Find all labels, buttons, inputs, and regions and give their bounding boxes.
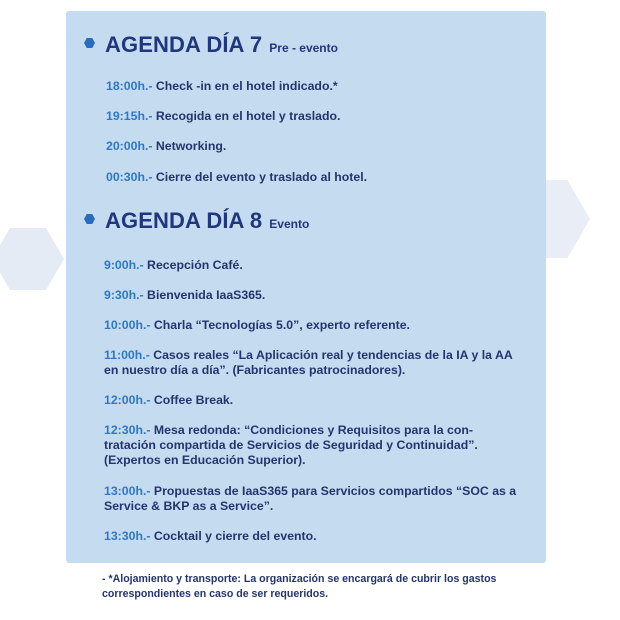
item-text: Mesa redonda: “Condiciones y Requisitos para la con- (150, 423, 474, 437)
agenda-item (104, 288, 265, 303)
item-time: 13:30h.- (104, 529, 151, 543)
hexagon-bullet-icon (84, 38, 95, 48)
item-text: Casos reales “La Aplicación real y tendencias de la IA y la AA (149, 348, 513, 362)
item-time: 11:00h.- (104, 348, 150, 362)
item-time: 13:00h.- (104, 484, 151, 498)
item-text: Cierre del evento y traslado al hotel. (152, 170, 368, 184)
footnote (102, 572, 496, 602)
day7-title: AGENDA DÍA 7 (105, 32, 263, 57)
agenda-item (104, 423, 478, 468)
item-time: 00:30h.- (106, 170, 153, 184)
item-time: 9:00h.- (104, 258, 144, 272)
day8-heading (84, 208, 309, 234)
item-time: 20:00h.- (106, 139, 153, 153)
item-text: Service & BKP as a Service”. (104, 499, 274, 513)
day8-title: AGENDA DÍA 8 (105, 208, 263, 233)
item-time: 19:15h.- (106, 109, 153, 123)
item-time: 10:00h.- (104, 318, 151, 332)
agenda-item (106, 170, 367, 185)
item-text: Recogida en el hotel y traslado. (152, 109, 341, 123)
item-time: 9:30h.- (104, 288, 144, 302)
footnote-line: correspondientes en caso de ser requeridos. (102, 588, 329, 600)
agenda-item (106, 109, 340, 124)
item-time: 18:00h.- (106, 79, 153, 93)
agenda-item (104, 258, 243, 273)
item-text: Recepción Café. (143, 258, 243, 272)
decorative-hexagon (0, 228, 64, 290)
agenda-item (104, 529, 317, 544)
item-text: tratación compartida de Servicios de Seguridad y Continuidad”. (104, 438, 478, 452)
item-text: (Expertos en Educación Superior). (104, 453, 306, 467)
item-text: Coffee Break. (150, 393, 234, 407)
agenda-item (104, 318, 410, 333)
item-text: Propuestas de IaaS365 para Servicios compartidos “SOC as a (150, 484, 517, 498)
item-text: Check -in en el hotel indicado.* (152, 79, 338, 93)
agenda-item (106, 79, 338, 94)
item-text: Bienvenida IaaS365. (143, 288, 266, 302)
footnote-line: - *Alojamiento y transporte: La organización se encargará de cubrir los gastos (102, 573, 497, 585)
day7-subtitle: Pre - evento (269, 41, 338, 55)
agenda-item (106, 139, 226, 154)
day7-heading (84, 32, 338, 58)
item-time: 12:30h.- (104, 423, 151, 437)
agenda-item (104, 484, 516, 514)
item-time: 12:00h.- (104, 393, 151, 407)
item-text: Networking. (152, 139, 227, 153)
item-text: Cocktail y cierre del evento. (150, 529, 317, 543)
item-text: en nuestro día a día”. (Fabricantes patrocinadores). (104, 363, 406, 377)
agenda-item (104, 348, 513, 378)
hexagon-bullet-icon (84, 214, 95, 224)
item-text: Charla “Tecnologías 5.0”, experto referente. (150, 318, 410, 332)
day8-subtitle: Evento (269, 217, 310, 231)
agenda-item (104, 393, 233, 408)
